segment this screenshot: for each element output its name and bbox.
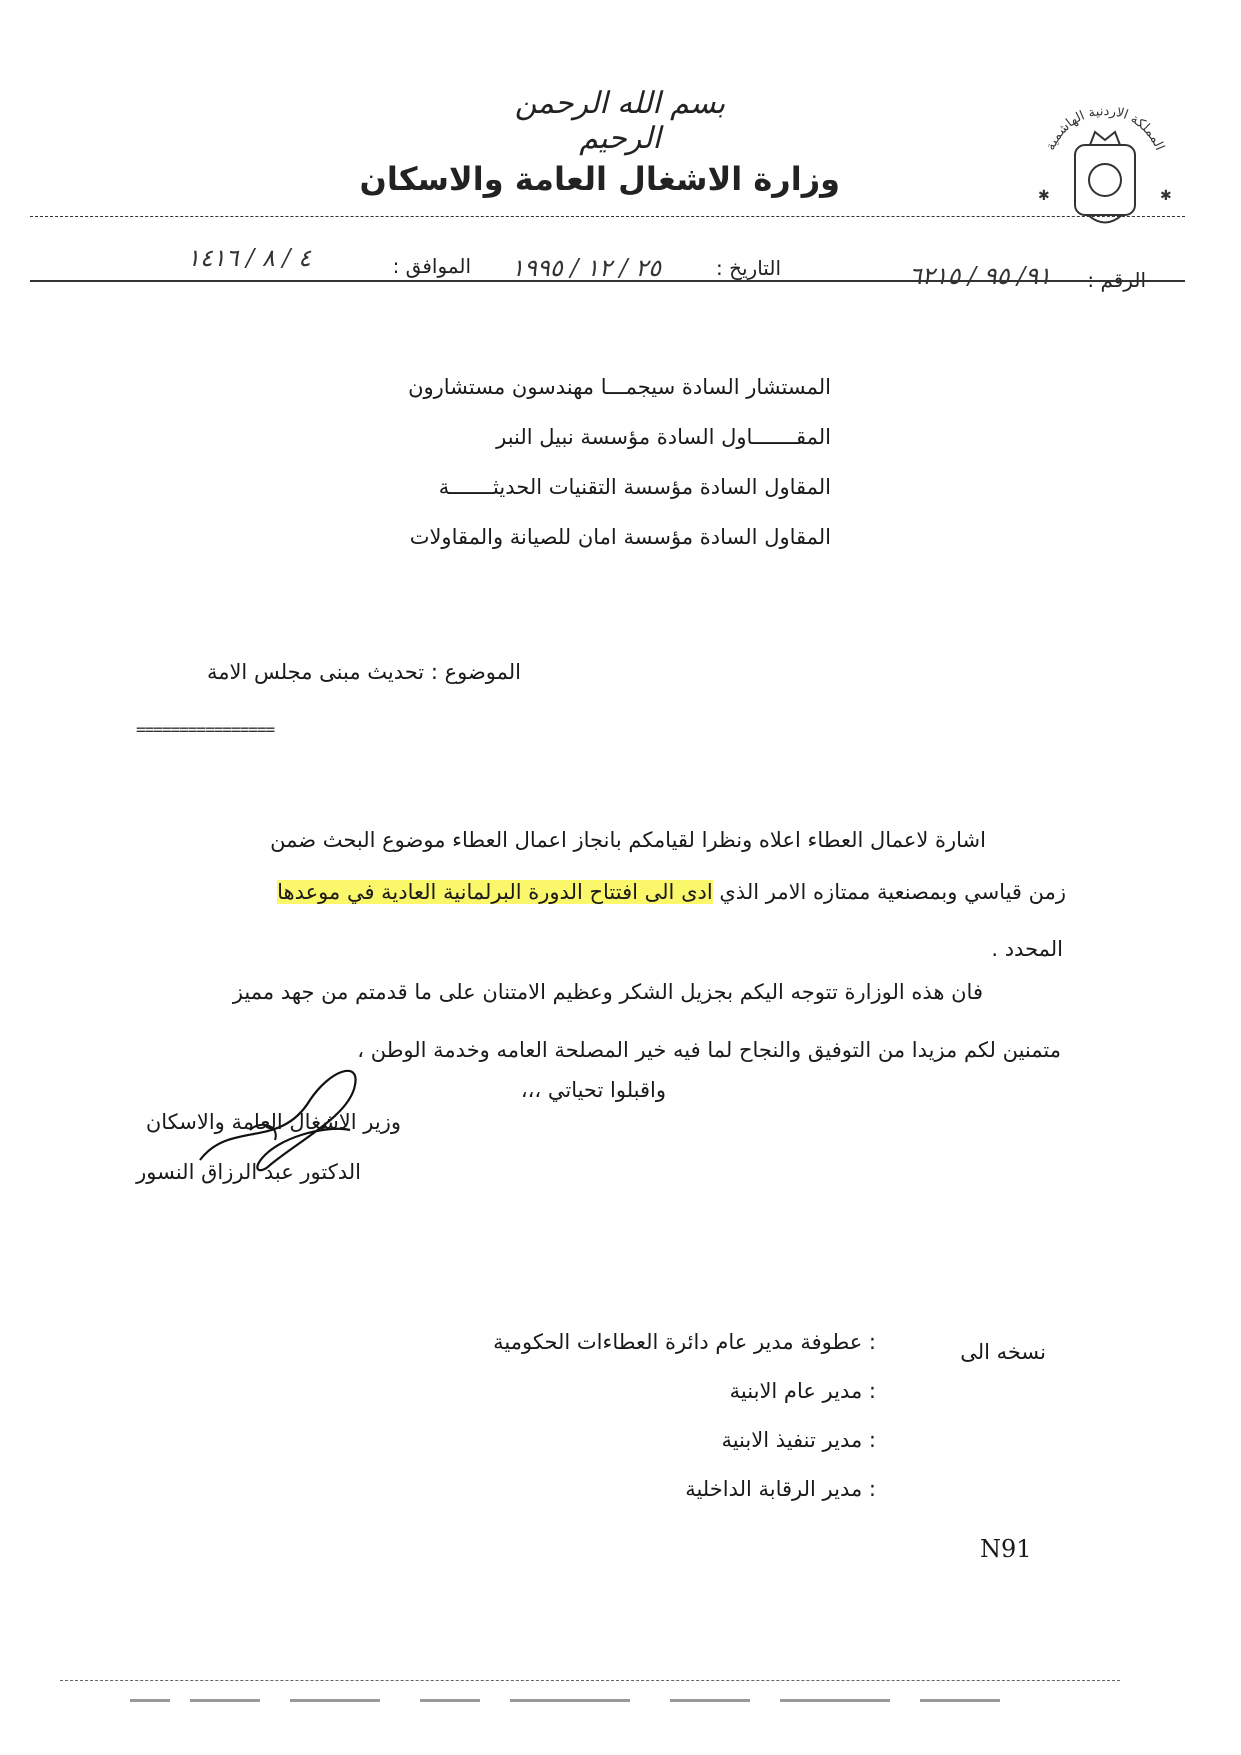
footer-faded-text-icon — [130, 1694, 1010, 1708]
number-label: الرقم : — [1087, 268, 1146, 292]
footer-contact-smudge — [130, 1694, 1010, 1711]
body-line-4: فان هذه الوزارة تتوجه اليكم بجزيل الشكر وعظيم الامتنان على ما قدمتم من جهد مميز — [232, 980, 983, 1004]
basmala: بسم الله الرحمن الرحيم — [514, 86, 726, 156]
recipient-item: المقاول السادة مؤسسة امان للصيانة والمقاولات — [409, 525, 831, 549]
number-value: ٩١/ ٩٥ / ٦٢١٥ — [908, 262, 1051, 290]
footer-rule — [60, 1680, 1120, 1681]
copy-item: : مدير عام الابنية — [729, 1379, 876, 1403]
copies-list — [493, 1318, 876, 1514]
body-line-2 — [277, 880, 1066, 904]
copy-item: : مدير الرقابة الداخلية — [685, 1477, 876, 1501]
body-line-5: متمنين لكم مزيدا من التوفيق والنجاح لما فيه خير المصلحة العامه وخدمة الوطن ، — [357, 1038, 1061, 1062]
body-line-3: المحدد . — [991, 937, 1063, 961]
recipient-item: المقـــــــاول السادة مؤسسة نبيل النبر — [496, 425, 831, 449]
body-line-1: اشارة لاعمال العطاء اعلاه ونظرا لقيامكم بانجاز اعمال العطاء موضوع البحث ضمن — [270, 828, 986, 852]
copies-label: نسخه الى — [960, 1340, 1046, 1364]
hijri-value: ٤ / ٨ / ١٤١٦ — [186, 244, 311, 272]
signatory-name: الدكتور عبد الرزاق النسور — [136, 1160, 361, 1184]
body-line-2-plain: زمن قياسي وبمصنعية ممتازه الامر الذي — [712, 880, 1066, 904]
svg-text:✱: ✱ — [1160, 188, 1172, 204]
highlighted-text: ادى الى افتتاح الدورة البرلمانية العادية في موعدها — [277, 880, 713, 904]
ministry-name: وزارة الاشغال العامة والاسكان — [359, 160, 840, 198]
date-value: ٢٥ / ١٢ / ١٩٩٥ — [511, 254, 661, 282]
reference-code: N91 — [980, 1535, 1032, 1563]
closing-line: واقبلوا تحياتي ،،، — [520, 1078, 666, 1102]
header-top-rule — [30, 216, 1185, 217]
recipient-list — [408, 362, 831, 562]
hijri-label: الموافق : — [392, 254, 471, 278]
copy-item: : عطوفة مدير عام دائرة العطاءات الحكومية — [493, 1330, 876, 1354]
subject-underline: ================ — [136, 720, 275, 739]
copy-item: : مدير تنفيذ الابنية — [721, 1428, 876, 1452]
svg-text:✱: ✱ — [1038, 188, 1050, 204]
date-label: التاريخ : — [715, 256, 781, 280]
recipient-item: المستشار السادة سيجمـــا مهندسون مستشارون — [408, 375, 831, 399]
jordan-emblem-icon — [1030, 90, 1180, 240]
emblem-text: المملكة الاردنية الهاشمية — [1043, 103, 1167, 153]
signatory-title: وزير الاشغال العامة والاسكان — [145, 1110, 401, 1134]
header-bottom-rule — [30, 280, 1185, 282]
recipient-item: المقاول السادة مؤسسة التقنيات الحديثـــــــة — [438, 475, 831, 499]
subject-line: الموضوع : تحديث مبنى مجلس الامة — [206, 660, 521, 684]
